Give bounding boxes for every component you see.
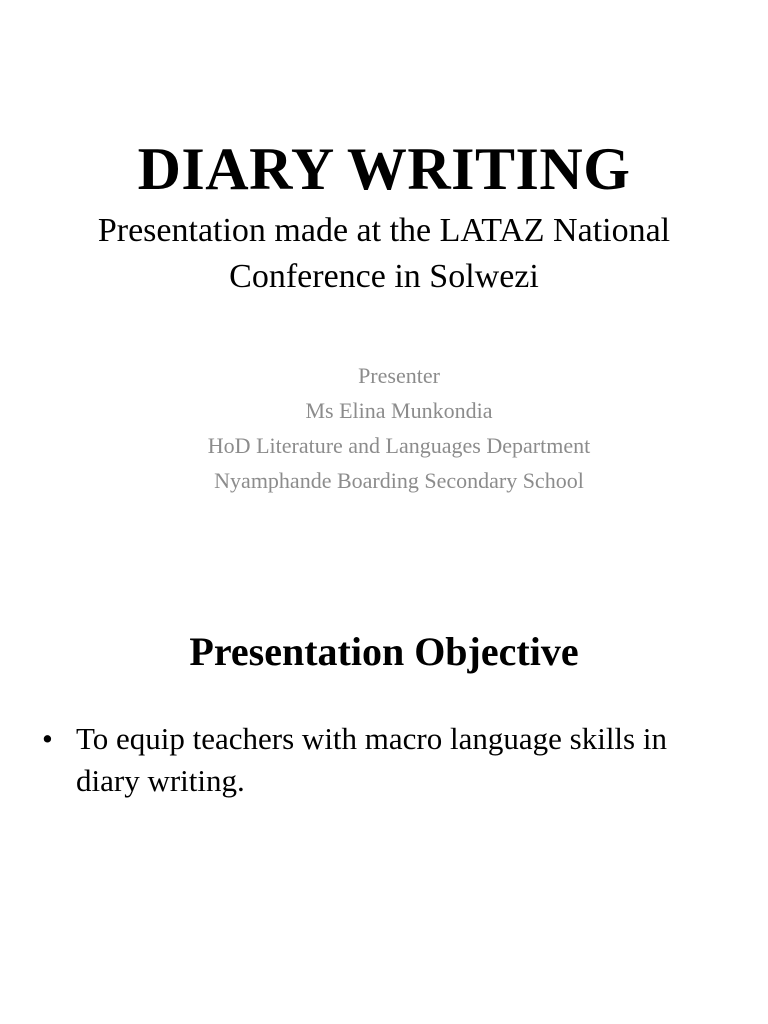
slide-objective bbox=[0, 560, 768, 1024]
objective-bullet-item bbox=[42, 718, 722, 802]
objective-title: Presentation Objective bbox=[189, 629, 579, 674]
presenter-name: Ms Elina Munkondia bbox=[305, 398, 493, 423]
objective-bullet-text: To equip teachers with macro language skills in diary writing. bbox=[76, 721, 667, 798]
bullet-icon: • bbox=[42, 721, 53, 756]
main-title: DIARY WRITING bbox=[137, 136, 631, 202]
presenter-school: Nyamphande Boarding Secondary School bbox=[214, 468, 584, 493]
presenter-label: Presenter bbox=[358, 363, 440, 388]
objective-bullet-list bbox=[42, 718, 722, 802]
subtitle: Presentation made at the LATAZ National Conference in Solwezi bbox=[97, 212, 671, 295]
presenter-block bbox=[0, 358, 768, 498]
presenter-role: HoD Literature and Languages Department bbox=[207, 433, 591, 458]
